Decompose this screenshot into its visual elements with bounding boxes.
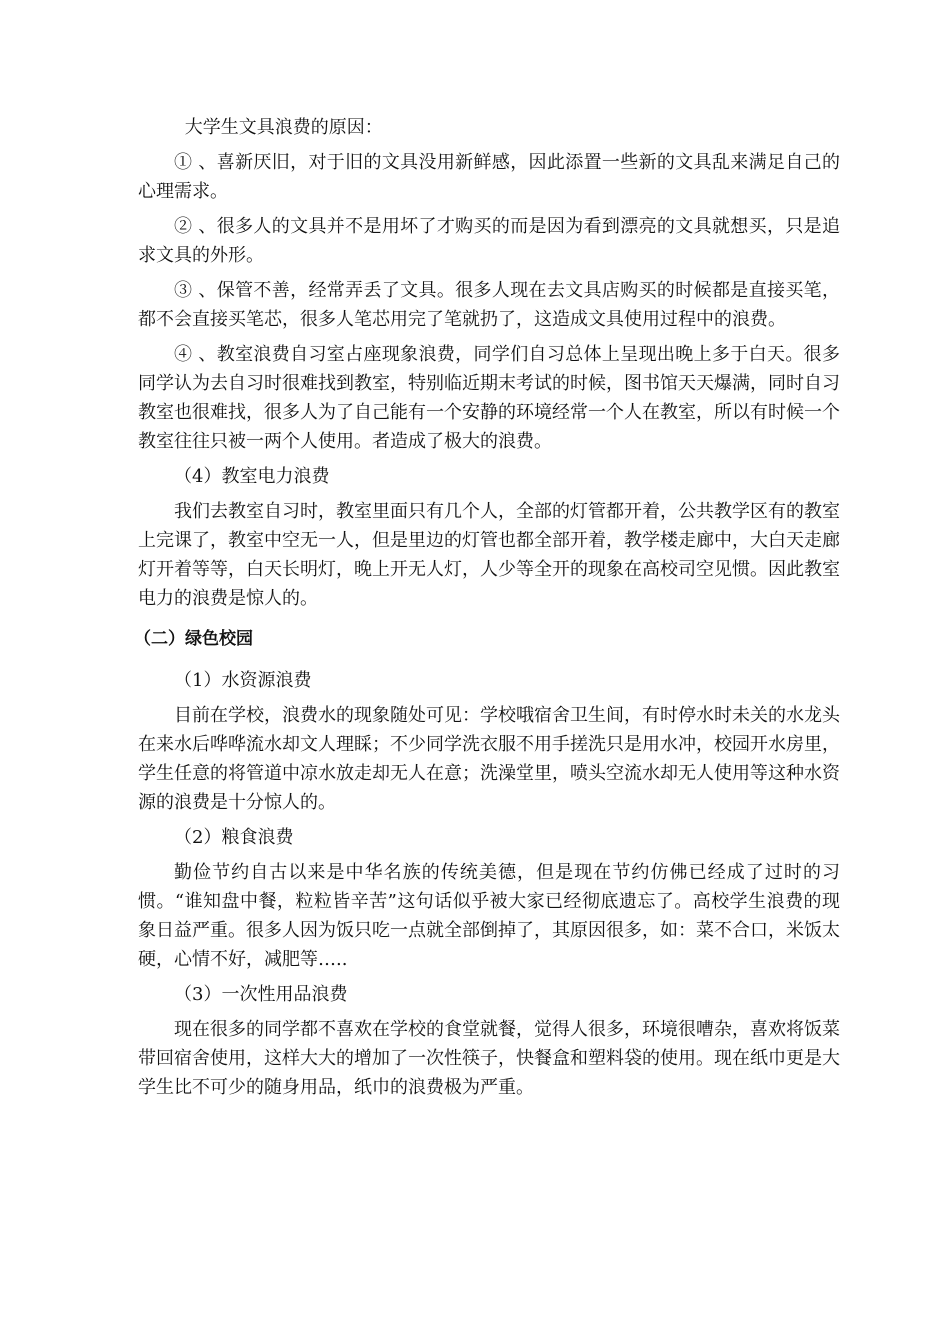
section-water-text: 目前在学校，浪费水的现象随处可见：学校哦宿舍卫生间，有时停水时未关的水龙头在来水后哗哗流水却文人理睬；不少同学洗衣服不用手搓洗只是用水冲，校园开水房里，学生任意的将管道中凉水放走却无人在意；洗澡堂里，喷头空流水却无人使用等这种水资源的浪费是十分惊人的。 [138, 705, 840, 813]
section-water-title: （1）水资源浪费 [174, 670, 312, 691]
section-heading-green-campus: （二）绿色校园 [134, 629, 253, 649]
document-page [134, 113, 840, 1108]
section-food-text: 勤俭节约自古以来是中华名族的传统美德，但是现在节约仿佛已经成了过时的习惯。“谁知盘中餐，粒粒皆辛苦”这句话似乎被大家已经彻底遗忘了。高校学生浪费的现象日益严重。很多人因为饭只吃一点就全部倒掉了，其原因很多，如：菜不合口，米饭太硬，心情不好，减肥等….. [138, 862, 840, 970]
paragraph-reason-3: ③ 、保管不善，经常弄丢了文具。很多人现在去文具店购买的时候都是直接买笔，都不会直接买笔芯，很多人笔芯用完了笔就扔了，这造成文具使用过程中的浪费。 [138, 280, 840, 330]
section-disposable-text: 现在很多的同学都不喜欢在学校的食堂就餐，觉得人很多，环境很嘈杂，喜欢将饭菜带回宿舍使用，这样大大的增加了一次性筷子，快餐盒和塑料袋的使用。现在纸巾更是大学生比不可少的随身用品，纸巾的浪费极为严重。 [138, 1019, 840, 1098]
paragraph-reason-2: ② 、很多人的文具并不是用坏了才购买的而是因为看到漂亮的文具就想买，只是追求文具的外形。 [138, 216, 840, 266]
paragraph-reason-1: ① 、喜新厌旧，对于旧的文具没用新鲜感，因此添置一些新的文具乱来满足自己的心理需求。 [138, 152, 840, 202]
section-electricity-text: 我们去教室自习时，教室里面只有几个人，全部的灯管都开着，公共教学区有的教室上完课了，教室中空无一人，但是里边的灯管也都全部开着，教学楼走廊中，大白天走廊灯开着等等，白天长明灯，晚上开无人灯，人少等全开的现象在高校司空见惯。因此教室电力的浪费是惊人的。 [138, 501, 840, 609]
section-food-title: （2）粮食浪费 [174, 827, 294, 848]
paragraph-intro: 大学生文具浪费的原因： [184, 117, 383, 138]
paragraph-reason-4: ④ 、教室浪费自习室占座现象浪费，同学们自习总体上呈现出晚上多于白天。很多同学认为去自习时很难找到教室，特别临近期末考试的时候，图书馆天天爆满，同时自习教室也很难找，很多人为了自己能有一个安静的环境经常一个人在教室，所以有时候一个教室往往只被一两个人使用。者造成了极大的浪费。 [138, 344, 840, 452]
section-electricity-title: （4）教室电力浪费 [174, 466, 330, 487]
section-disposable-title: （3）一次性用品浪费 [174, 984, 348, 1005]
